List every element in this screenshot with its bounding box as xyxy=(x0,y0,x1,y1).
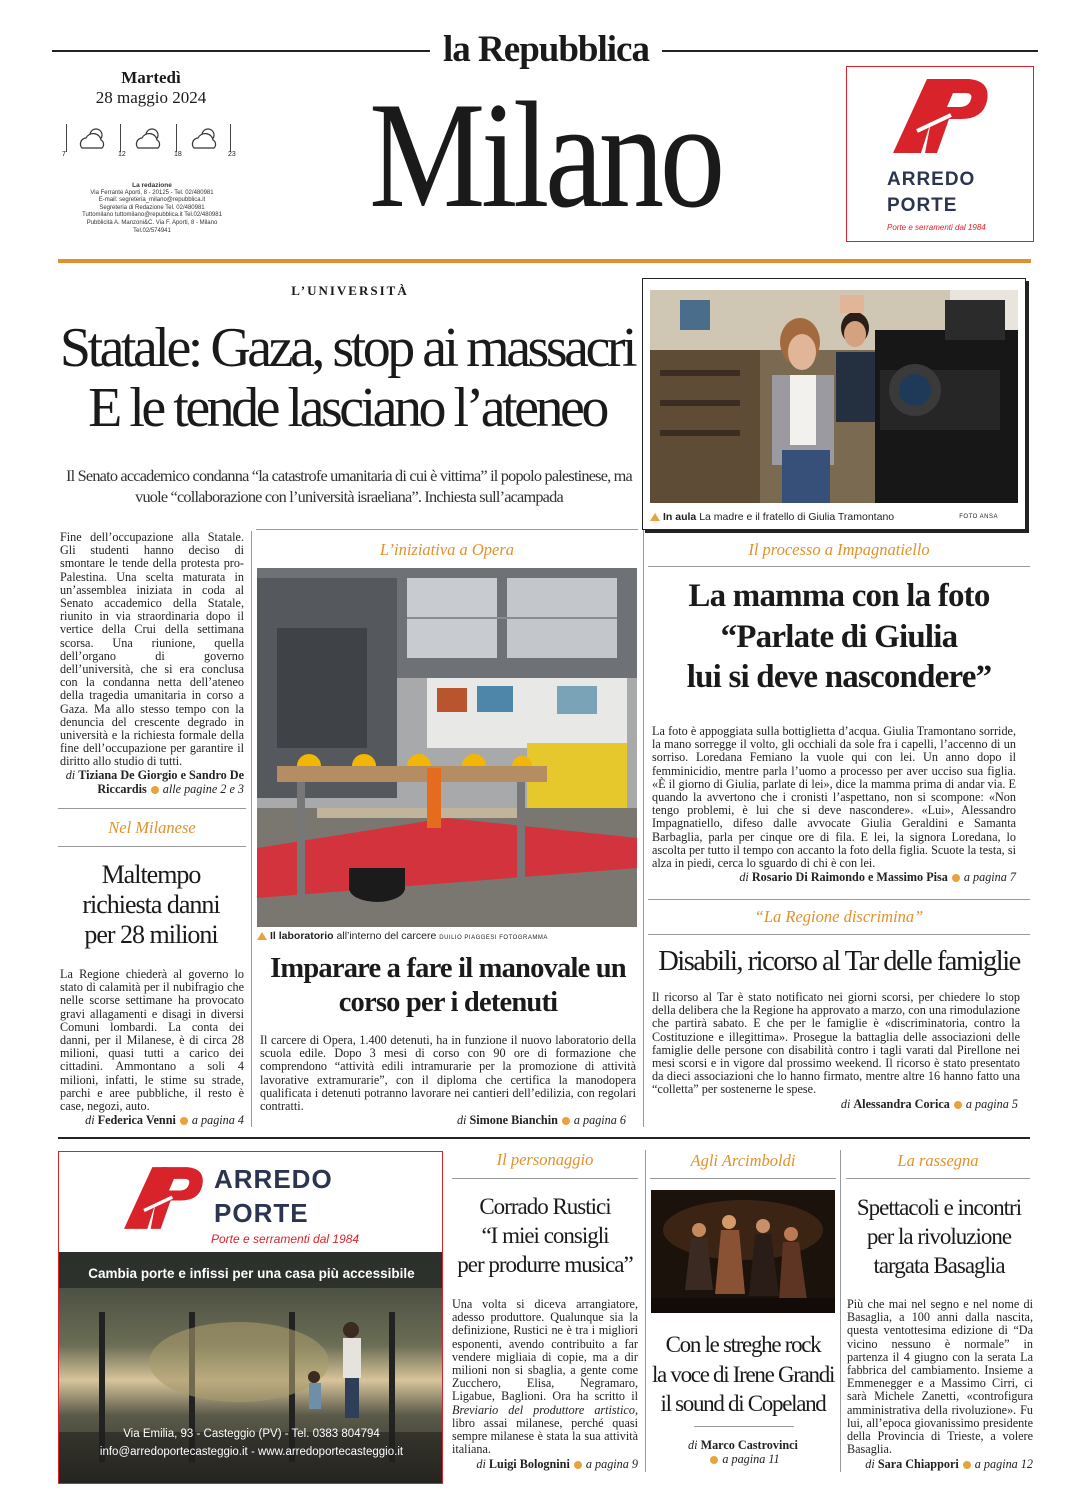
weather-headline[interactable]: Maltempo richiesta danni per 28 milioni xyxy=(82,860,220,949)
credit-page: a pagina 11 xyxy=(722,1452,780,1466)
temp-label: 12 xyxy=(118,151,126,158)
cloud-sun-icon xyxy=(188,126,224,152)
credit-by: di xyxy=(65,768,76,782)
credit-author: Federica Venni xyxy=(97,1113,176,1127)
ad-bottom-line1: ARREDO xyxy=(214,1164,333,1194)
redazione-line: Segreteria di Redazione Tel. 02/480981 xyxy=(99,204,205,211)
opera-credit[interactable] xyxy=(260,1113,626,1128)
credit-author: Alessandra Corica xyxy=(853,1097,950,1111)
ad-top-line1: ARREDO xyxy=(887,169,976,190)
redazione-line: Tel.02/574941 xyxy=(133,227,171,234)
temp-label: 23 xyxy=(228,151,236,158)
trial-headline-line: lui si deve nascondere” xyxy=(686,659,992,695)
ad-top-line2: PORTE xyxy=(887,195,958,216)
arcimboldi-kicker: Agli Arcimboldi xyxy=(690,1151,796,1170)
lead-body: Fine dell’occupazione alla Statale. Gli studenti hanno deciso di smontare le tende della protesta pro-Palestina. Una scelta maturata in un’assemblea iniziata in coda al Senato accademico della Statale, riunito in via straordinaria dopo il vertice della Crui della settimana scorsa. Una riunione, quella dell’organo di governo dell’università, che si era conclusa con la condanna netta dell’ateneo della tragedia umanitaria in corso a Gaza. Ma allo stesso tempo con la denuncia del crescente degrado in università e la richiesta formale della fine dell’occupazione per garantire il diritto allo studio di tutti. xyxy=(60,530,244,769)
arcimboldi-photo[interactable] xyxy=(651,1190,835,1313)
rassegna-headline[interactable] xyxy=(844,1193,1034,1280)
trial-headline-line: “Parlate di Giulia xyxy=(720,618,958,655)
ad-bottom-contacts: info@arredoportecasteggio.it - www.arredoportecasteggio.it xyxy=(99,1446,404,1458)
weather-strip xyxy=(62,124,242,160)
lead-headline-line: Statale: Gaza, stop ai massacri xyxy=(59,317,635,379)
redazione-line: Tuttomilano tuttomilano@repubblica.it Tel.02/480981 xyxy=(82,212,222,219)
arcimboldi-headline-line: Con le streghe rock xyxy=(665,1332,821,1357)
trial-photo[interactable] xyxy=(650,290,1018,503)
credit-author: Rosario Di Raimondo e Massimo Pisa xyxy=(751,870,948,884)
ad-bottom-address: Via Emilia, 93 - Casteggio (PV) - Tel. 0383 804794 xyxy=(123,1428,380,1440)
trial-headline-line: La mamma con la foto xyxy=(688,578,990,614)
arredo-porte-logo xyxy=(119,1160,209,1236)
credit-author: Sara Chiappori xyxy=(877,1457,959,1471)
caption-bold: In aula xyxy=(663,511,697,523)
rassegna-body: Più che mai nel segno e nel nome di Basaglia, a 100 anni dalla nascita, questa ventottesima edizione di “Da vicino nessuno è normale” in partenza il 4 giugno con la serata La fabbrica del cambiamento. Insieme a Emmenegger e a Massimo Cirri, ci sarà Michele Zanetti, «controfigura amministrativa della rivoluzione». Fu lui, all’epoca giovanissimo presidente della Provincia di Trieste, a volere Basaglia. xyxy=(847,1297,1033,1457)
disabili-credit[interactable] xyxy=(652,1097,1018,1112)
triangle-icon xyxy=(650,513,660,521)
personaggio-headline-line: “I miei consigli xyxy=(481,1223,609,1248)
rassegna-headline-line: per la rivoluzione xyxy=(866,1224,1012,1249)
weather-kicker: Nel Milanese xyxy=(108,818,196,837)
arredo-porte-logo xyxy=(887,75,995,157)
personaggio-credit[interactable] xyxy=(452,1457,638,1472)
lead-headline[interactable] xyxy=(52,318,642,438)
cloud-sun-icon xyxy=(132,126,168,152)
arcimboldi-headline-line: la voce di Irene Grandi xyxy=(651,1361,835,1387)
credit-page: a pagina 5 xyxy=(965,1097,1018,1111)
caption-text: all’interno del carcere xyxy=(336,930,437,942)
personaggio-headline-line: Corrado Rustici xyxy=(479,1194,611,1219)
photo-credit: DUILIO PIAGGESI FOTOGRAMMA xyxy=(439,935,548,941)
caption-text: La madre e il fratello di Giulia Tramontano xyxy=(699,511,895,523)
cloud-sun-icon xyxy=(76,126,112,152)
temp-label: 18 xyxy=(174,151,182,158)
edition-title: Milano xyxy=(369,71,721,239)
redazione-line: Via Ferrante Aporti, 8 - 20125 - Tel. 02/480981 xyxy=(90,189,214,196)
rassegna-headline-line: Spettacoli e incontri xyxy=(856,1195,1022,1220)
redazione-info xyxy=(62,182,242,235)
trial-body: La foto è appoggiata sulla bottiglietta d’acqua. Giulia Tramontano sorride, la mano sorregge il volto, gli occhiali da sole fra i capelli, l’accenno di un sorriso. Loredana Femiano la vuole qui con lei. Un anno dopo il femminicidio, mentre parla l’uomo a processo per aver ucciso sua figlia. «È il giorno di Giulia, parlate di lei», dice la mamma prima di andar via. E quando la avvertono che i cronisti l’aspettano, non si scompone: «Non tengo problemi, è lui che si deve nascondere». «Lui», Alessandro Impagnatiello, difeso dalle avvocate Giulia Geraldini e Samanta Barbaglia, parla per cinque ore di fila. E lei, la signora Loredana, lo ascolta per tutto il tempo con accanto la foto della figlia. Scuote la testa, si alza in piedi, cerca lo sguardo di chi è con lei. xyxy=(652,724,1016,871)
disabili-body: Il ricorso al Tar è stato notificato nei giorni scorsi, per chiedere lo stop della delibera che la Regione ha approvato a marzo, con una rimodulazione che partirà sabato. E che per le famiglie è «discriminatoria, contro la Costituzione e illegittima». Prosegue la battaglia delle associazioni delle famiglie delle persone con disabilità contro i tagli varati dal Pirellone nei mesi scorsi e in vigore dal prossimo weekend. Il ricorso è stato presentato da dieci associazioni che lo hanno firmato, mentre altre 16 hanno fatto una “colletta” per sostenerne le spese. xyxy=(652,990,1020,1097)
triangle-icon xyxy=(257,932,267,940)
credit-page: a pagina 12 xyxy=(974,1457,1033,1471)
masthead-date: 28 maggio 2024 xyxy=(95,88,207,107)
ad-top[interactable] xyxy=(846,66,1034,242)
trial-credit[interactable] xyxy=(652,870,1016,885)
redazione-title: La redazione xyxy=(132,182,172,189)
trial-caption xyxy=(650,511,1020,523)
opera-headline[interactable]: Imparare a fare il manovale un corso per i detenuti xyxy=(270,953,626,1018)
opera-photo[interactable] xyxy=(257,568,637,927)
credit-author: Marco Castrovinci xyxy=(700,1438,798,1452)
personaggio-headline[interactable] xyxy=(450,1192,640,1279)
credit-page: alle pagine 2 e 3 xyxy=(162,782,244,796)
brand-logo[interactable]: la Repubblica xyxy=(443,29,649,70)
ad-top-tagline: Porte e serramenti dal 1984 xyxy=(887,223,986,232)
credit-page: a pagina 9 xyxy=(585,1457,638,1471)
photo-credit: FOTO ANSA xyxy=(959,514,998,520)
credit-by: di xyxy=(865,1457,875,1471)
ad-bottom-banner: Cambia porte e infissi per una casa più accessibile xyxy=(88,1266,415,1281)
rassegna-kicker: La rassegna xyxy=(897,1151,979,1170)
book-title: Breviario del produttore artistico xyxy=(452,1402,635,1417)
lead-subhead: Il Senato accademico condanna “la catastrofe umanitaria di cui è vittima” il popolo palestinese, ma vuole “collaborazione con l’università israeliana”. Inchiesta sull’acampada xyxy=(66,466,632,506)
credit-author: Tiziana De Giorgio e Sandro De Riccardis xyxy=(78,768,244,796)
redazione-line: E-mail: segreteria_milano@repubblica.it xyxy=(98,197,206,204)
credit-by: di xyxy=(739,870,749,884)
credit-page: a pagina 6 xyxy=(573,1113,626,1127)
opera-body: Il carcere di Opera, 1.400 detenuti, ha in funzione il nuovo laboratorio della scuola edile. Dopo 3 mesi di corso con 90 ore di formazione che comprendono “attività edili intramurarie per la promozione di attività lavorative extramurarie”, con il diploma che certifica la manodopera qualificata i detenuti potranno lavorare nei cantieri dell’edilizia, con regolari contratti. xyxy=(260,1033,636,1114)
section-label: L’UNIVERSITÀ xyxy=(291,283,409,298)
personaggio-headline-line: per produrre musica” xyxy=(457,1252,633,1277)
trial-headline[interactable] xyxy=(648,576,1030,698)
weather-body: La Regione chiederà al governo lo stato di calamità per il nubifragio che nelle scorse settimane ha provocato gravi allagamenti e disagi in diversi Comuni lombardi. La conta dei danni, per il Milanese, è di circa 28 milioni, quasi tutti a carico dei cittadini. Ammontano a soli 4 milioni, infatti, le stime su strade, parchi e aree pubbliche, il resto è case, negozi, auto. xyxy=(60,967,244,1114)
arcimboldi-headline-line: il sound di Copeland xyxy=(660,1391,826,1416)
caption-bold: Il laboratorio xyxy=(270,930,334,942)
credit-by: di xyxy=(476,1457,486,1471)
rassegna-credit[interactable] xyxy=(847,1457,1033,1472)
masthead-day: Martedì xyxy=(121,68,181,87)
credit-author: Simone Bianchin xyxy=(469,1113,558,1127)
personaggio-body xyxy=(452,1298,638,1456)
weather-credit[interactable] xyxy=(60,1113,244,1128)
credit-by: di xyxy=(840,1097,851,1111)
credit-by: di xyxy=(688,1438,698,1452)
arcimboldi-headline[interactable] xyxy=(650,1330,836,1419)
redazione-line: Pubblicità A. Manzoni&C. Via F. Aporti, 8 - Milano xyxy=(86,219,218,226)
disabili-headline[interactable]: Disabili, ricorso al Tar delle famiglie xyxy=(658,946,1020,977)
credit-by: di xyxy=(85,1113,95,1127)
opera-caption xyxy=(257,930,637,942)
disabili-kicker: “La Regione discrimina” xyxy=(754,907,924,926)
trial-kicker: Il processo a Impagnatiello xyxy=(748,540,930,559)
lead-headline-line: E le tende lasciano l’ateneo xyxy=(88,377,606,439)
credit-page: a pagina 4 xyxy=(191,1113,244,1127)
arcimboldi-credit[interactable] xyxy=(650,1438,836,1466)
masthead-divider xyxy=(58,259,1031,263)
credit-page: a pagina 7 xyxy=(963,870,1016,884)
temp-label: 7 xyxy=(62,151,66,158)
body-text: , libro assai milanese, perché quasi sempre milanese è stata la sua attività italiana. xyxy=(452,1402,638,1457)
ad-bottom-line2: PORTE xyxy=(214,1198,309,1228)
credit-by: di xyxy=(456,1113,467,1127)
opera-kicker: L’iniziativa a Opera xyxy=(379,540,515,559)
credit-author: Luigi Bolognini xyxy=(488,1457,570,1471)
body-text: Una volta si diceva arrangiatore, adesso produttore. Qualunque sia la definizione, Rustici ne è tra i migliori esponenti, avendo contribuito a far vendere migliaia di copie, ma a dir milioni non si sbaglia, a gente come Zucchero, Elisa, Negramaro, Ligabue, Baglioni. Ora ha scritto il xyxy=(452,1297,638,1404)
lead-credit[interactable] xyxy=(60,768,244,796)
ad-bottom[interactable] xyxy=(58,1151,443,1484)
rassegna-headline-line: targata Basaglia xyxy=(873,1253,1005,1278)
ad-bottom-tagline: Porte e serramenti dal 1984 xyxy=(211,1232,360,1246)
personaggio-kicker: Il personaggio xyxy=(496,1150,594,1169)
